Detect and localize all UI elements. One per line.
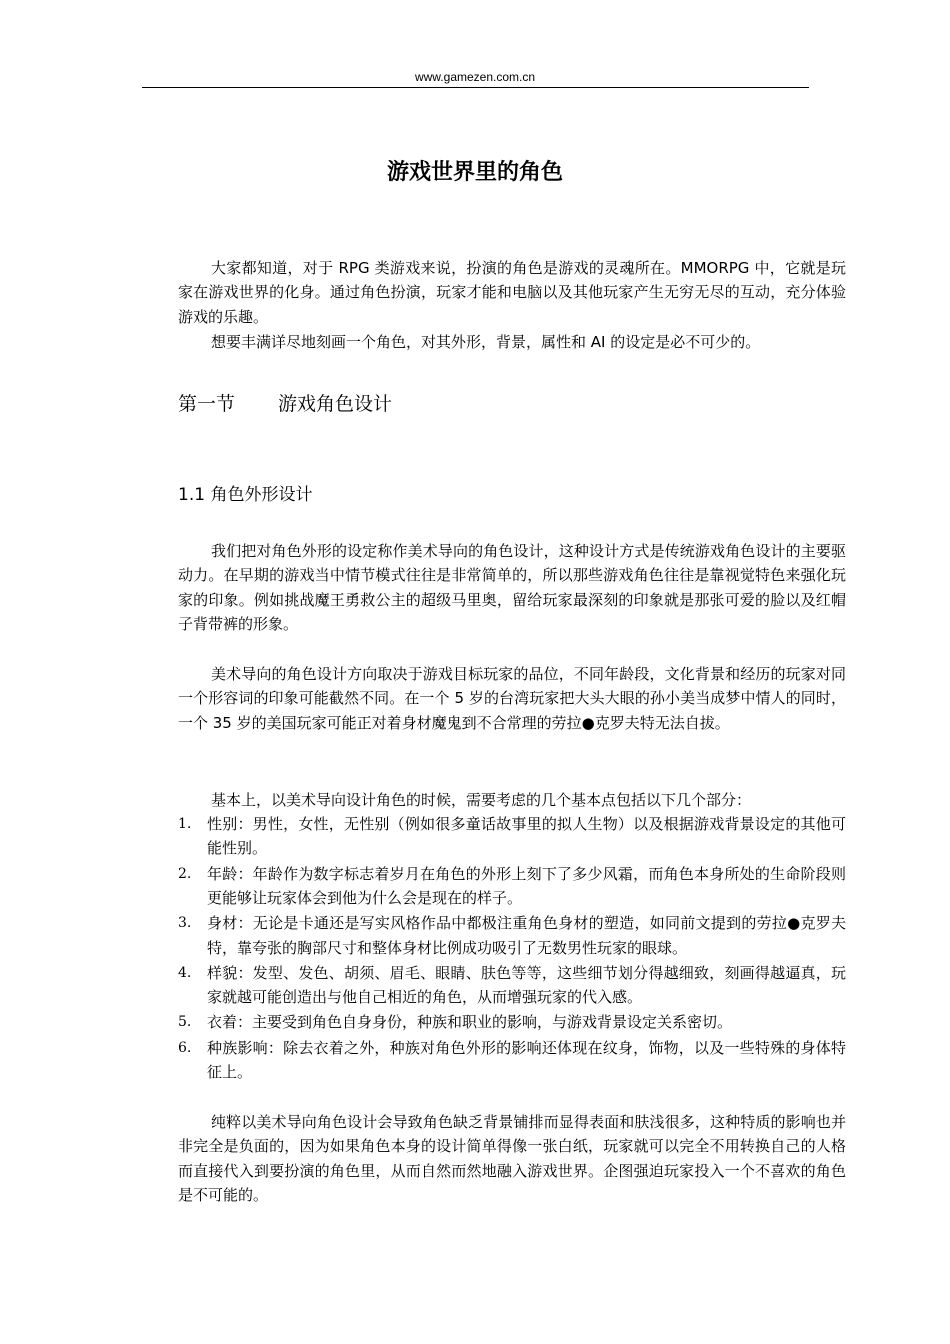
list-item-text: 年龄：年龄作为数字标志着岁月在角色的外形上刻下了多少风霜，而角色本身所处的生命阶段则更能够让玩家体会到他为什么会是现在的样子。 — [207, 864, 846, 908]
paragraph-art-driven-design: 我们把对角色外形的设定称作美术导向的角色设计，这种设计方式是传统游戏角色设计的主要驱动力。在早期的游戏当中情节模式往往是非常简单的，所以那些游戏角色往往是靠视觉特色来强化玩家的印象。例如挑战魔王勇救公主的超级马里奥，留给玩家最深刻的印象就是那张可爱的脸以及红帽子背带裤的形象。 — [178, 542, 846, 634]
paragraph-target-players: 美术导向的角色设计方向取决于游戏目标玩家的品位，不同年龄段，文化背景和经历的玩家对同一个形容词的印象可能截然不同。在一个 5 岁的台湾玩家把大头大眼的孙小美当成梦中情人的同时，一个 35 岁的美国玩家可能正对着身材魔鬼到不合常理的劳拉●克罗夫特无法自拔。 — [178, 665, 846, 732]
subsection-heading: 1.1 角色外形设计 — [178, 485, 313, 505]
list-item-text: 衣着：主要受到角色自身身份，种族和职业的影响，与游戏背景设定关系密切。 — [207, 1013, 733, 1032]
document-title: 游戏世界里的角色 — [386, 160, 563, 185]
list-marker: 5. — [178, 1014, 192, 1031]
list-marker: 3. — [178, 915, 192, 932]
section-number: 第一节 — [178, 393, 236, 415]
list-item — [178, 1010, 846, 1034]
paragraph-basic-points: 基本上，以美术导向设计角色的时候，需要考虑的几个基本点包括以下几个部分： — [211, 791, 752, 809]
list-item — [178, 961, 846, 1010]
list-marker: 4. — [178, 964, 192, 981]
list-item-text: 性别：男性，女性，无性别（例如很多童话故事里的拟人生物）以及根据游戏背景设定的其他可能性别。 — [207, 815, 846, 858]
header-url: www.gamezen.com.cn — [414, 70, 536, 84]
list-marker: 2. — [178, 865, 192, 882]
list-item — [178, 862, 846, 911]
list-marker: 1. — [178, 816, 192, 832]
list-item-text: 身材：无论是卡通还是写实风格作品中都极注重角色身材的塑造，如同前文提到的劳拉●克罗夫特，靠夸张的胸部尺寸和整体身材比例成功吸引了无数男性玩家的眼球。 — [207, 914, 846, 957]
intro-paragraph-1: 大家都知道，对于 RPG 类游戏来说，扮演的角色是游戏的灵魂所在。MMORPG 中，它就是玩家在游戏世界的化身。通过角色扮演，玩家才能和电脑以及其他玩家产生无穷无尽的互动，充分体验游戏的乐趣。 — [178, 259, 846, 326]
basic-points-list — [178, 812, 846, 1085]
list-item-text: 种族影响：除去衣着之外，种族对角色外形的影响还体现在纹身，饰物，以及一些特殊的身体特征上。 — [207, 1038, 846, 1082]
list-item — [178, 1036, 846, 1085]
section-heading — [178, 390, 392, 418]
list-item — [178, 812, 846, 861]
section-title: 游戏角色设计 — [278, 393, 393, 415]
list-item — [178, 911, 846, 960]
list-item-text: 样貌：发型、发色、胡须、眉毛、眼睛、肤色等等，这些细节划分得越细致，刻画得越逼真，玩家就越可能创造出与他自己相近的角色，从而增强玩家的代入感。 — [207, 963, 846, 1007]
list-marker: 6. — [178, 1039, 192, 1056]
intro-paragraph-2: 想要丰满详尽地刻画一个角色，对其外形，背景，属性和 AI 的设定是必不可少的。 — [211, 333, 761, 351]
paragraph-conclusion: 纯粹以美术导向角色设计会导致角色缺乏背景铺排而显得表面和肤浅很多，这种特质的影响也并非完全是负面的，因为如果角色本身的设计简单得像一张白纸，玩家就可以完全不用转换自己的人格而直接代入到要扮演的角色里，从而自然而然地融入游戏世界。企图强迫玩家投入一个不喜欢的角色是不可能的。 — [178, 1113, 846, 1205]
header-divider — [142, 87, 809, 88]
